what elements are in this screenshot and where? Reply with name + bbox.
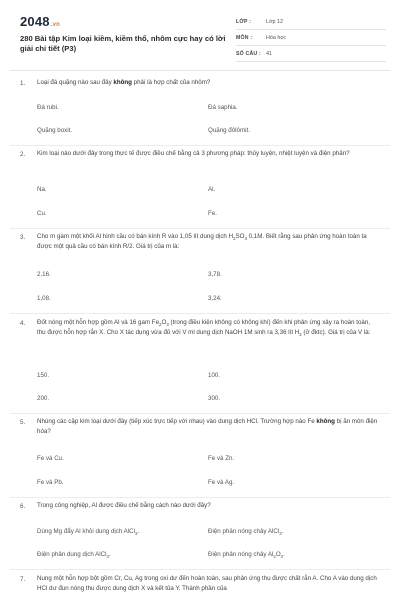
text-run: 0,1M. Biết rằng sau phản ứng hoàn toàn ta được một quả cầu có bán kính R/2. Giá trị của m là: [37,233,367,250]
emphasis-text: không [113,79,132,86]
question-number: 1. [20,80,26,87]
question-text [37,574,380,594]
text-run: SO [235,233,245,240]
subscript: 3 [135,531,138,537]
answer-option[interactable] [37,528,139,535]
text-run: Trong công nghiệp, Al được điều chế bằng cách nào dưới đây? [37,502,211,509]
question-text [37,417,380,437]
answer-option[interactable]: Fe. [208,210,217,217]
question-number: 3. [20,234,26,241]
text-run: Nung một hỗn hợp bột gồm Cr, Cu, Ag trong oxi dư đến hoàn toàn, sau phản ứng thu được chất rắn A. Cho A vào dung dịch HCl dư đun nóng thu được dung dịch X và kết tủa Y. Thành phần của [37,575,377,592]
answer-option[interactable]: Fe và Cu. [37,455,64,462]
answer-option[interactable]: Na. [37,186,47,193]
question-number: 4. [20,320,26,327]
logo-suffix: .vn [50,22,61,28]
text-run: Đốt nóng một hỗn hợp gồm Al và 16 gam Fe [37,319,160,326]
text-run: Điện phân nóng chảy AlCl [208,528,280,535]
question-text [37,318,380,338]
question-divider [10,413,390,414]
answer-option[interactable]: 3,78. [208,271,222,278]
subscript: 2 [273,554,276,560]
question-number: 5. [20,419,26,426]
text-run: Nhúng các cặp kim loại dưới đây (tiếp xúc trực tiếp với nhau) vào dung dịch HCl. Trường hợp nào Fe [37,418,317,425]
question-text [37,149,380,159]
logo-text: 2048 [20,14,50,29]
answer-option[interactable]: Fe và Pb. [37,479,64,486]
question-divider [10,313,390,314]
subscript: 2 [159,322,162,328]
question-text [37,78,380,88]
subscript: 4 [244,236,247,242]
text-run: Dùng Mg đẩy Al khỏi dung dịch AlCl [37,528,136,535]
answer-option[interactable]: 100. [208,372,221,379]
text-run: O [275,551,281,558]
page-title: 280 Bài tập Kim loại kiềm, kiềm thổ, nhôm cực hay có lời giải chi tiết (P3) [20,34,226,53]
answer-option[interactable]: Fe và Zn. [208,455,235,462]
question-text [37,501,380,511]
text-run: bị ăn mòn điện hóa? [37,418,378,435]
answer-option[interactable]: Cu. [37,210,47,217]
question-divider [10,569,390,570]
text-run: . [281,528,284,535]
answer-option[interactable]: Fe và Ag. [208,479,235,486]
meta-label: SỐ CÂU : [236,50,261,57]
subscript: 3 [279,531,282,537]
answer-option[interactable]: Quặng boxit. [37,127,73,134]
text-run: (trong điều kiện không có không khí) đến khi phản ứng xảy ra hoàn toàn, thu được hỗn hợp rắn X. Cho X tác dụng vừa đủ với V ml dung dịch NaOH 1M sinh ra 3,36 lít H [37,319,371,336]
meta-label: LỚP : [236,18,252,25]
answer-option[interactable]: Quặng đôlômit. [208,127,250,134]
answer-option[interactable]: Đá rubi. [37,104,59,111]
question-divider [10,145,390,146]
answer-option[interactable]: 150. [37,372,50,379]
text-run: Kim loại nào dưới đây trong thực tế được điều chế bằng cả 3 phương pháp: thủy luyện, nhiệt luyện và điện phân? [37,150,350,157]
answer-option[interactable] [208,551,285,558]
subscript: 3 [106,554,109,560]
answer-option[interactable]: 1,08. [37,295,51,302]
meta-value: 41 [266,50,272,57]
emphasis-text: không [316,418,335,425]
meta-label: MÔN : [236,34,253,41]
answer-option[interactable]: Đá saphia. [208,104,238,111]
answer-option[interactable] [208,528,283,535]
question-number: 6. [20,503,26,510]
subscript: 3 [166,322,169,328]
answer-option[interactable] [37,551,111,558]
answer-option[interactable]: 200. [37,395,50,402]
meta-row-class [236,14,386,30]
question-number: 2. [20,151,26,158]
answer-option[interactable]: 300. [208,395,221,402]
text-run: . [283,551,285,558]
text-run: Điện phân dung dịch AlCl [37,551,107,558]
header-divider [10,70,390,71]
subscript: 2 [299,332,302,338]
text-run: Loại đá quặng nào sau đây [37,79,114,86]
question-number: 7. [20,576,26,583]
meta-value: Lớp 12 [266,18,284,25]
text-run: Cho m gam một khối Al hình cầu có bán kính R vào 1,05 lít dung dịch H [37,233,234,240]
meta-panel [236,14,386,62]
text-run: O [161,319,167,326]
question-divider [10,228,390,229]
header [10,12,390,68]
question-divider [10,497,390,498]
meta-value: Hóa học [266,34,287,41]
site-logo[interactable] [20,14,60,29]
subscript: 3 [280,554,284,560]
text-run: . [137,528,140,535]
meta-row-subject [236,30,386,46]
answer-option[interactable]: 2,16. [37,271,51,278]
question-text [37,232,380,252]
subscript: 2 [233,236,236,242]
text-run: (ở đktc). Giá trị của V là: [301,329,371,336]
text-run: phải là hợp chất của nhôm? [131,79,211,86]
text-run: . [108,551,111,558]
answer-option[interactable]: Al. [208,186,216,193]
text-run: Điện phân nóng chảy Al [208,551,274,558]
answer-option[interactable]: 3,24. [208,295,222,302]
meta-row-count [236,46,386,62]
